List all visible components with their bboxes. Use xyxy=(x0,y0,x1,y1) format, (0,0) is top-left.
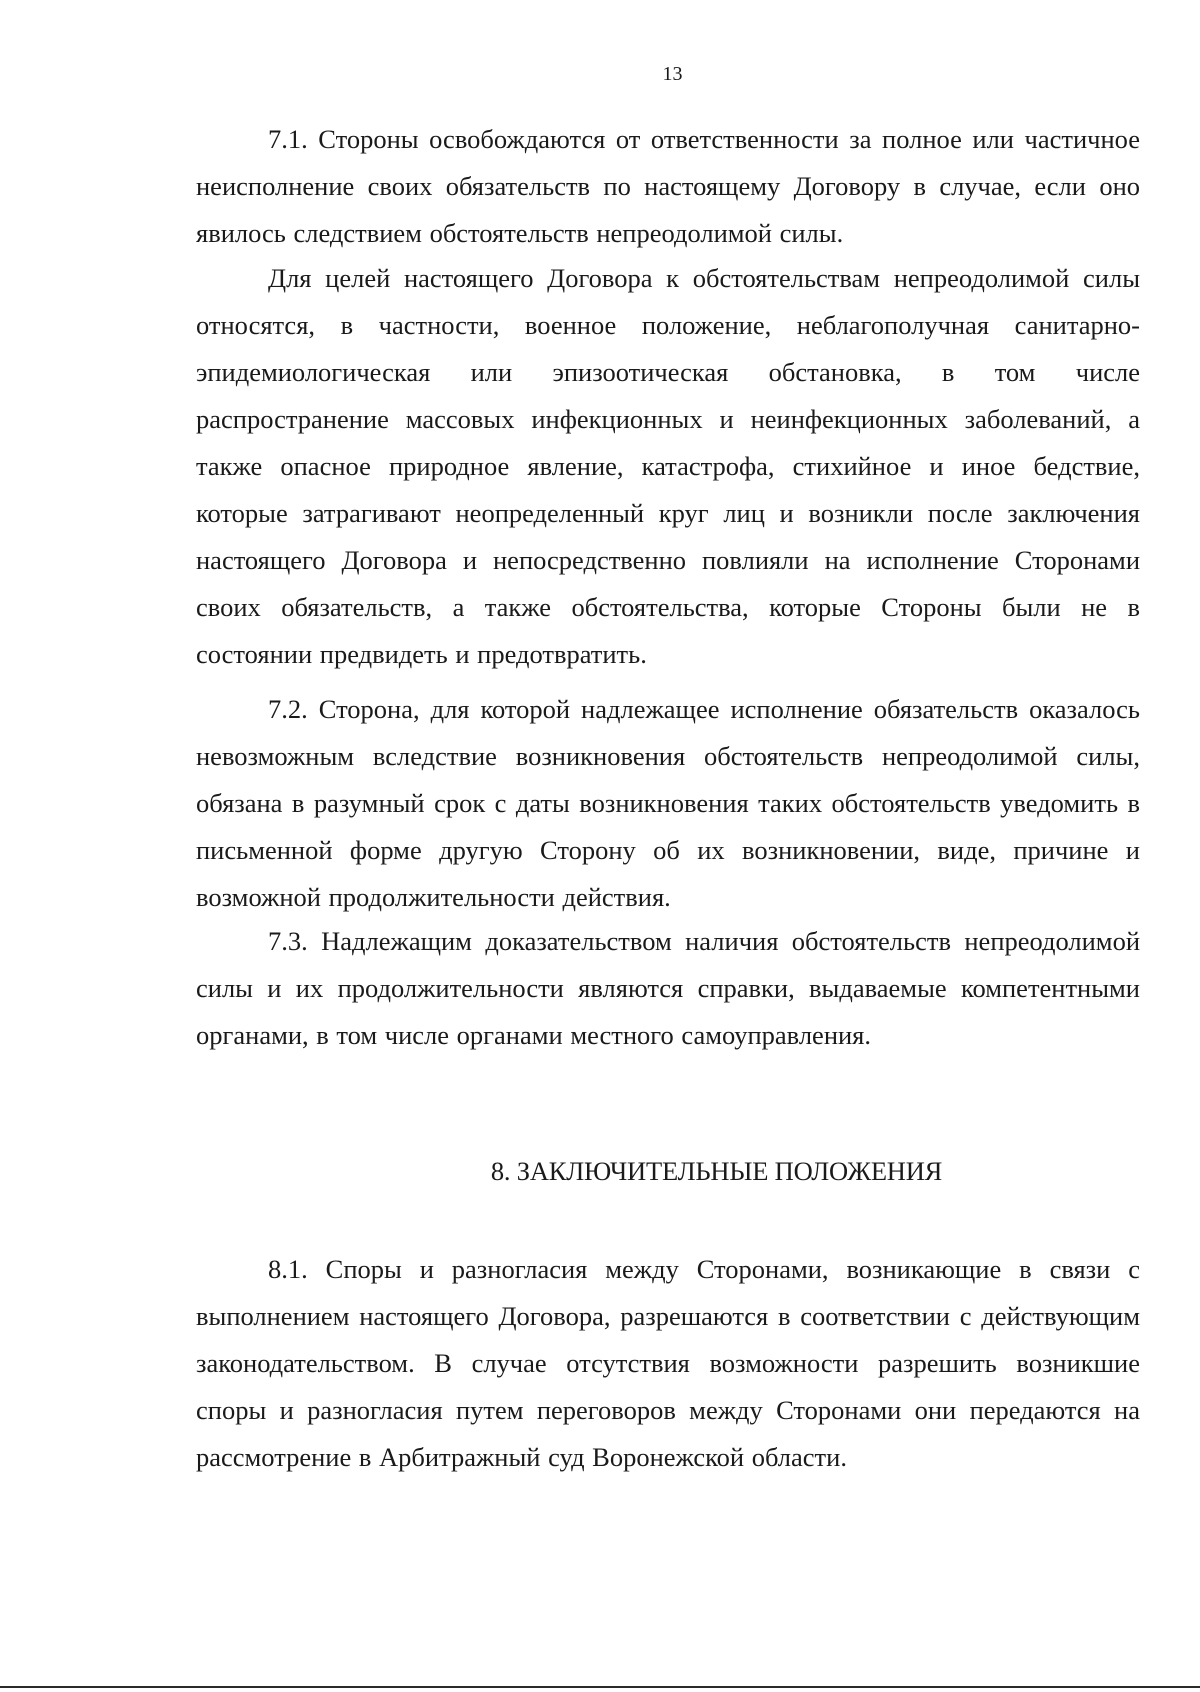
clause-7-1: 7.1. Стороны освобождаются от ответственности за полное или частичное неисполнение своих обязательств по настоящему Договору в случае, если оно явилось следствием обстоятельств непреодолимой силы. xyxy=(196,124,1140,248)
section-8-heading: 8. ЗАКЛЮЧИТЕЛЬНЫЕ ПОЛОЖЕНИЯ xyxy=(490,1156,943,1186)
clause-8-1: 8.1. Споры и разногласия между Сторонами, возникающие в связи с выполнением настоящего Договора, разрешаются в соответствии с действующим законодательством. В случае отсутствия возможности разрешить возникшие споры и разногласия путем переговоров между Сторонами они передаются на рассмотрение в Арбитражный суд Воронежской области. xyxy=(196,1254,1140,1472)
clause-7-1-continuation: Для целей настоящего Договора к обстоятельствам непреодолимой силы относятся, в частности, военное положение, неблагополучная санитарно-эпидемиологическая или эпизоотическая обстановка, в том числе распространение массовых инфекционных и неинфекционных заболеваний, а также опасное природное явление, катастрофа, стихийное и иное бедствие, которые затрагивают неопределенный круг лиц и возникли после заключения настоящего Договора и непосредственно повлияли на исполнение Сторонами своих обязательств, а также обстоятельства, которые Стороны были не в состоянии предвидеть и предотвратить. xyxy=(196,263,1140,669)
clause-7-3: 7.3. Надлежащим доказательством наличия обстоятельств непреодолимой силы и их продолжительности являются справки, выдаваемые компетентными органами, в том числе органами местного самоуправления. xyxy=(196,926,1140,1050)
page-bottom-edge xyxy=(0,1686,1200,1688)
clause-7-2: 7.2. Сторона, для которой надлежащее исполнение обязательств оказалось невозможным вследствие возникновения обстоятельств непреодолимой силы, обязана в разумный срок с даты возникновения таких обстоятельств уведомить в письменной форме другую Сторону об их возникновении, виде, причине и возможной продолжительности действия. xyxy=(196,694,1140,912)
page-number: 13 xyxy=(662,63,683,85)
